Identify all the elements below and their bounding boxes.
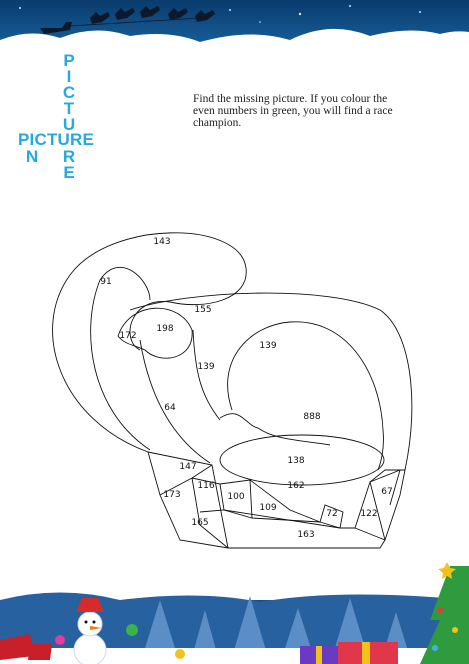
logo-letter: E [63,163,75,182]
region-number-label: 163 [297,530,315,540]
region-number-label: 139 [197,362,215,372]
region-number-label: 64 [164,403,176,413]
region-number-label: 147 [179,462,197,472]
puzzle-outline [193,330,220,420]
puzzle-outline [228,322,384,470]
region-number-label: 91 [100,277,112,287]
logo-letter: T [63,99,75,118]
region-number-label: 72 [326,509,338,519]
region-number-label: 198 [156,324,174,334]
region-number-label: 67 [381,487,393,497]
puzzle-outline [140,340,210,463]
region-number-label: 143 [153,237,171,247]
colour-by-number-puzzle [0,220,469,560]
puzzle-outline [53,233,247,452]
region-number-label: 173 [163,490,181,500]
logo-letter: C [62,83,76,102]
logo-letter: I [66,67,72,86]
region-number-label: 888 [303,412,321,422]
footer-winter-scene [0,560,469,664]
puzzle-outline [91,267,150,450]
region-number-label: 139 [259,341,277,351]
region-number-label: 172 [119,331,137,341]
logo-word-horizontal: PICTURE [18,130,95,149]
region-number-label: 109 [259,503,277,513]
puzzle-outline [340,482,370,528]
region-number-label: 116 [197,481,215,491]
region-number-label: 162 [287,481,305,491]
region-number-label: 122 [360,509,378,519]
instructions-text: Find the missing picture. If you colour the even numbers in green, you will find a race champion. [193,93,393,129]
logo-letter: U [62,115,76,134]
logo-letter-n: N [25,147,39,166]
logo-letter: R [62,147,76,166]
region-number-label: 100 [227,492,245,502]
puzzle-outline [130,293,412,470]
region-number-label: 138 [287,456,305,466]
region-number-label: 155 [194,305,212,315]
region-number-label: 165 [191,518,209,528]
logo-letter: P [63,51,75,70]
